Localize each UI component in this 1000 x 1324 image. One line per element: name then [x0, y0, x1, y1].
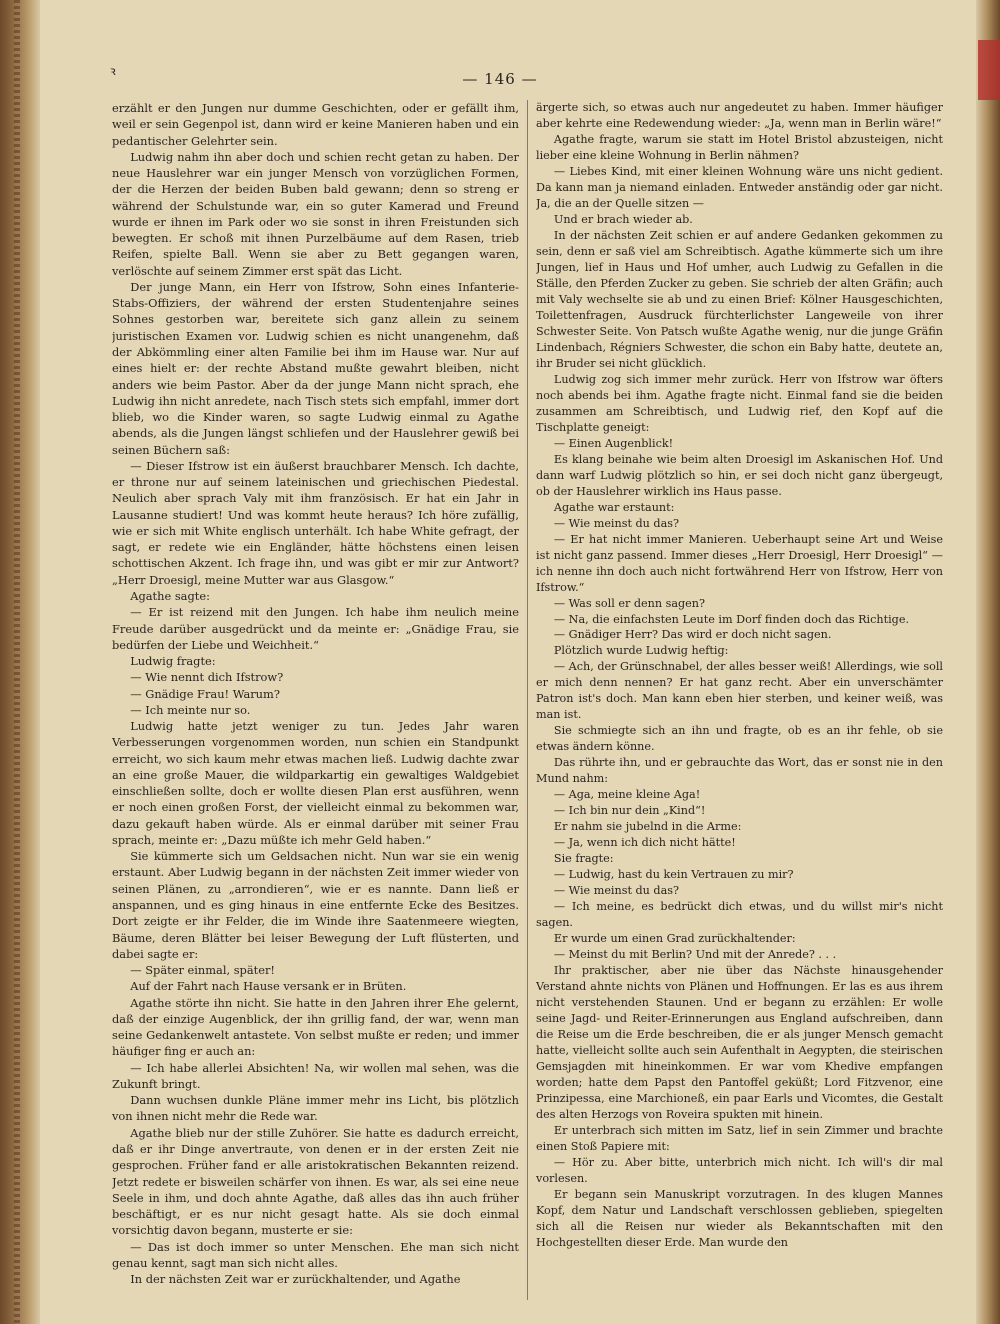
paragraph: Er begann sein Manuskript vorzutragen. In des klugen Mannes Kopf, dem Natur und Landschaft verschlossen geblieben, spiegelten sich all die Reisen nur wieder als Bekanntschaften mit den Hochgestellten dieser Erde. Man wurde den: [536, 1187, 943, 1249]
paragraph: — Na, die einfachsten Leute im Dorf finden doch das Richtige.: [553, 612, 910, 626]
paragraph: Agathe war erstaunt:: [553, 500, 675, 514]
paragraph: Der junge Mann, ein Herr von Ifstrow, Sohn eines Infanterie-Stabs-Offiziers, der während der ersten Studentenjahre seines Sohnes gestorben war, bereitete sich ganz allein zu seinem juristischen Examen vor. Ludwig schien es nicht unangenehm, daß der Abkömmling einer alten Familie bei ihm im Hause war. Nur auf eines hielt er: der rechte Abstand mußte gewahrt bleiben, nicht anders wie beim Pastor. Aber da der junge Mann nicht sprach, ehe Ludwig ihn nicht anredete, nach Tisch stets sich empfahl, immer dort blieb, wo die Kinder waren, so sagte Ludwig einmal zu Agathe abends, als die Jungen längst schliefen und der Hauslehrer gewiß bei seinen Büchern saß:: [112, 279, 519, 457]
text-column-left: [112, 100, 519, 1300]
book-binding-edge: [0, 0, 40, 1324]
paragraph: — Später einmal, später!: [130, 963, 275, 978]
paragraph: — Das ist doch immer so unter Menschen. Ehe man sich nicht genau kennt, sagt man sich nicht alles.: [112, 1239, 519, 1270]
paragraph: — Ich meinte nur so.: [130, 702, 251, 717]
paragraph: Es klang beinahe wie beim alten Droesigl im Askanischen Hof. Und dann warf Ludwig plötzlich so hin, er sei doch nicht ganz übergeugt, ob der Hauslehrer wirklich ins Haus passe.: [536, 452, 943, 498]
paragraph: — Hör zu. Aber bitte, unterbrich mich nicht. Ich will's dir mal vorlesen.: [536, 1155, 943, 1185]
paragraph: erzählt er den Jungen nur dumme Geschichten, oder er gefällt ihm, weil er sein Gegenpol ist, dann wird er keine Manieren haben und ein pedantischer Gelehrter sein.: [112, 101, 519, 148]
paragraph: — Liebes Kind, mit einer kleinen Wohnung wäre uns nicht gedient. Da kann man ja niemand einladen. Entweder anständig oder gar nicht. Ja, die an der Quelle sitzen —: [536, 164, 943, 210]
paragraph: — Ludwig, hast du kein Vertrauen zu mir?: [553, 868, 794, 882]
paragraph: Sie schmiegte sich an ihn und fragte, ob es an ihr fehle, ob sie etwas ändern könne.: [536, 724, 943, 754]
paragraph: Agathe fragte, warum sie statt im Hotel Bristol abzusteigen, nicht lieber eine kleine Wohnung in Berlin nähmen?: [536, 132, 943, 162]
paragraph: Er wurde um einen Grad zurückhaltender:: [553, 932, 796, 946]
page-number: — 146 —: [462, 70, 538, 88]
paragraph: Ludwig zog sich immer mehr zurück. Herr von Ifstrow war öfters noch abends bei ihm. Agathe fragte nicht. Einmal fand sie die beiden zusammen am Schreibtisch, und Ludwig rief, den Kopf auf die Tischplatte geneigt:: [536, 372, 943, 434]
column-divider: [527, 100, 528, 1300]
paragraph: — Dieser Ifstrow ist ein äußerst brauchbarer Mensch. Ich dachte, er throne nur auf seinem lateinischen und griechischen Piedestal. Neulich aber sprach Valy mit ihm französisch. Er hat ein Jahr in Lausanne studiert! Und was kommt heute heraus? Ich höre zufällig, wie er sich mit White englisch unterhält. Ich habe White gefragt, der sagt, er redete wie ein Engländer, hätte höchstens einen leisen schottischen Akzent. Ich frage ihn, und was gibt er mir zur Antwort? „Herr Droesigl, meine Mutter war aus Glasgow.“: [112, 458, 519, 587]
paragraph: — Ja, wenn ich dich nicht hätte!: [553, 836, 736, 850]
text-column-right: [536, 100, 943, 1300]
paragraph: Auf der Fahrt nach Hause versank er in Brüten.: [130, 979, 407, 994]
paragraph: Das rührte ihn, und er gebrauchte das Wort, das er sonst nie in den Mund nahm:: [536, 756, 943, 786]
paragraph: — Wie meinst du das?: [553, 884, 680, 898]
paragraph: Plötzlich wurde Ludwig heftig:: [553, 644, 729, 658]
paragraph: — Ich habe allerlei Absichten! Na, wir wollen mal sehen, was die Zukunft bringt.: [112, 1060, 519, 1091]
paragraph: In der nächsten Zeit war er zurückhaltender, und Agathe: [130, 1272, 461, 1287]
paragraph: Ihr praktischer, aber nie über das Nächste hinausgehender Verstand ahnte nichts von Plänen und Hoffnungen. Er las es aus ihrem nicht verstehenden Staunen. Und er begann zu erzählen: Er wolle seine Jagd- und Reiter-Erinnerungen aus England aufschreiben, dann die Reise um die Erde beschreiben, die er als junger Mensch gemacht hatte, vielleicht sollte auch sein Aufenthalt in Aegypten, die steirischen Gemsjagden mit hineinkommen. Er war vom Khedive empfangen worden; hatte dem Papst den Pantoffel geküßt; Lord Fitzvenor, eine Prinzipessa, eine Marchioneß, ein paar Earls und Vicomtes, die Gestalt des alten Herzogs von Roveira spukten mit hinein.: [536, 964, 943, 1122]
paragraph: ärgerte sich, so etwas auch nur angedeutet zu haben. Immer häufiger aber kehrte eine Redewendung wieder: „Ja, wenn man in Berlin wäre!“: [536, 101, 943, 130]
paragraph: Sie fragte:: [553, 852, 614, 866]
paragraph: Ludwig hatte jetzt weniger zu tun. Jedes Jahr waren Verbesserungen vorgenommen worden, nun schien ein Standpunkt erreicht, wo sich kaum mehr etwas machen ließ. Ludwig dachte zwar an eine große Mauer, die wildparkartig ein gewaltiges Waldgebiet einschließen sollte, doch er wollte diesen Plan erst ausführen, wenn er noch einen großen Forst, der vielleicht einmal zu bekommen war, dazu gekauft haben würde. Als er einmal darüber mit seiner Frau sprach, meinte er: „Dazu müßte ich mehr Geld haben.“: [112, 719, 519, 847]
paragraph: — Ach, der Grünschnabel, der alles besser weiß! Allerdings, wie soll er mich denn nennen? Er hat ganz recht. Aber ein unverschämter Patron ist's doch. Man kann eben hier sterben, und keiner weiß, was man ist.: [536, 660, 943, 722]
paragraph: In der nächsten Zeit schien er auf andere Gedanken gekommen zu sein, denn er saß viel am Schreibtisch. Agathe kümmerte sich um ihre Jungen, lief in Haus und Hof umher, auch Ludwig zu Gefallen in die Ställe, den Pferden Zucker zu geben. Sie schrieb der alten Gräfin; auch mit Valy wechselte sie ab und zu einen Brief: Kölner Hausgeschichten, Toilettenfragen, Ausdruck fürchterlichster Langeweile von ihrer Schwester Seite. Von Patsch wußte Agathe wenig, nur die junge Gräfin Lindenbach, Régniers Schwester, die schon ein Baby hatte, deutete an, ihr Bruder sei nicht glücklich.: [536, 228, 943, 370]
paragraph: — Wie meinst du das?: [553, 516, 680, 530]
paragraph: Dann wuchsen dunkle Pläne immer mehr ins Licht, bis plötzlich von ihnen nicht mehr die Rede war.: [112, 1093, 519, 1124]
paragraph: — Gnädiger Herr? Das wird er doch nicht sagen.: [553, 628, 832, 642]
binding-stitching: [14, 0, 20, 1324]
paragraph: Agathe störte ihn nicht. Sie hatte in den Jahren ihrer Ehe gelernt, daß der einzige Augenblick, der ihn grillig fand, der war, wenn man seine Gedankenwelt antastete. Von selbst mußte er reden; und immer häufiger fing er auch an:: [112, 995, 519, 1059]
paragraph: — Einen Augenblick!: [553, 436, 674, 450]
paragraph: Sie kümmerte sich um Geldsachen nicht. Nun war sie ein wenig erstaunt. Aber Ludwig begann in der nächsten Zeit immer wieder von seinen Plänen, zu „arrondieren“, wie er es nannte. Dann ließ er anspannen, und es ging hinaus in eine entfernte Ecke des Besitzes. Dort zeigte er ihr Felder, die im Winde ihre Saatenmeere wiegten, Bäume, deren Blätter bei leiser Bewegung der Luft flüsterten, und dabei sagte er:: [112, 849, 519, 961]
paragraph: — Meinst du mit Berlin? Und mit der Anrede? . . .: [553, 948, 837, 962]
paragraph: Er nahm sie jubelnd in die Arme:: [553, 820, 742, 834]
paragraph: — Ich meine, es bedrückt dich etwas, und du willst mir's nicht sagen.: [536, 900, 943, 930]
paragraph: — Aga, meine kleine Aga!: [553, 788, 701, 802]
paragraph: — Er hat nicht immer Manieren. Ueberhaupt seine Art und Weise ist nicht ganz passend. Immer dieses „Herr Droesigl, Herr Droesigl“ — ich nenne ihn doch auch nicht fortwährend Herr von Ifstrow, Herr von Ifstrow.“: [536, 532, 943, 594]
paragraph: — Gnädige Frau! Warum?: [130, 686, 280, 701]
paragraph: — Ich bin nur dein „Kind“!: [553, 804, 706, 818]
paragraph: — Was soll er denn sagen?: [553, 596, 706, 610]
paragraph: — Er ist reizend mit den Jungen. Ich habe ihm neulich meine Freude darüber ausgedrückt und da meinte er: „Gnädige Frau, sie bedürfen der Liebe und Weichheit.“: [112, 605, 519, 652]
page-edge-right: [976, 0, 1000, 1324]
paragraph: Agathe blieb nur der stille Zuhörer. Sie hatte es dadurch erreicht, daß er ihr Dinge anvertraute, von denen er in der ersten Zeit nie gesprochen. Früher fand er alle aristokratischen Bekannten reizend. Jetzt redete er bisweilen schärfer von ihnen. Es war, als sei eine neue Seele in ihm, und doch ahnte Agathe, daß alles das ihn auch früher beschäftigt, er es nur nicht gesagt hatte. Als sie doch einmal vorsichtig davon begann, musterte er sie:: [112, 1125, 519, 1238]
paragraph: Ludwig nahm ihn aber doch und schien recht getan zu haben. Der neue Hauslehrer war ein junger Mensch von vorzüglichen Formen, der die Herzen der beiden Buben bald gewann; denn so streng er während der Schulstunde war, ein so guter Kamerad und Freund wurde er ihnen im Park oder wo sie sonst in ihren Freistunden sich bewegten. Er schoß mit ihnen Purzelbäume auf dem Rasen, trieb Reifen, spielte Ball. Wenn sie aber zu Bett gegangen waren, verlöschte auf seinem Zimmer erst spät das Licht.: [112, 149, 519, 278]
paragraph: Er unterbrach sich mitten im Satz, lief in sein Zimmer und brachte einen Stoß Papiere mit:: [536, 1124, 943, 1153]
paragraph: — Wie nennt dich Ifstrow?: [130, 670, 284, 685]
paragraph: Ludwig fragte:: [130, 654, 216, 669]
paragraph: Und er brach wieder ab.: [553, 212, 693, 226]
corner-mark: ꝛ: [110, 64, 116, 78]
paragraph: Agathe sagte:: [130, 588, 210, 603]
